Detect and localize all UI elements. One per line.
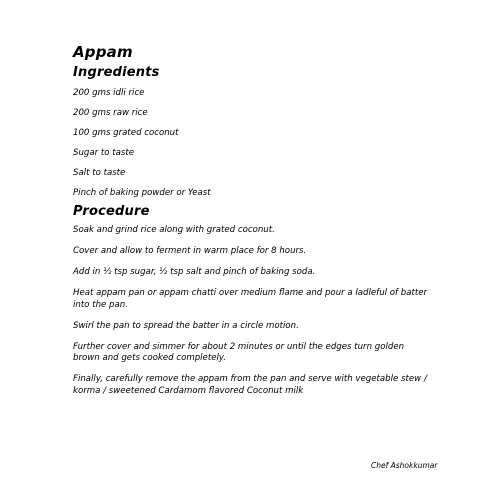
ingredients-list	[73, 88, 211, 208]
procedure-step: Add in ½ tsp sugar, ½ tsp salt and pinch of baking soda.	[73, 267, 316, 277]
procedure-step: Heat appam pan or appam chatti over medium flame and pour a ladleful of batter into the pan.	[73, 288, 428, 310]
procedure-step: Finally, carefully remove the appam from the pan and serve with vegetable stew / korma / sweetened Cardamom flavored Coconut milk	[73, 374, 427, 396]
ingredients-heading: Ingredients	[73, 65, 160, 80]
procedure-list	[73, 225, 433, 407]
ingredient-item: 100 gms grated coconut	[73, 128, 179, 138]
procedure-step: Swirl the pan to spread the batter in a circle motion.	[73, 320, 299, 331]
recipe-title: Appam	[73, 43, 133, 61]
chef-signature: Chef Ashokkumar	[371, 461, 438, 470]
ingredient-item: Pinch of baking powder or Yeast	[73, 188, 211, 198]
ingredient-item: Sugar to taste	[73, 148, 135, 158]
ingredient-item: Salt to taste	[73, 168, 126, 178]
ingredient-item: 200 gms raw rice	[73, 108, 148, 118]
procedure-step: Further cover and simmer for about 2 minutes or until the edges turn golden brown and gets cooked completely.	[73, 341, 405, 363]
procedure-step: Cover and allow to ferment in warm place for 8 hours.	[73, 246, 307, 256]
ingredient-item: 200 gms idli rice	[73, 88, 145, 98]
procedure-heading: Procedure	[73, 204, 150, 219]
procedure-step: Soak and grind rice along with grated coconut.	[73, 225, 275, 235]
